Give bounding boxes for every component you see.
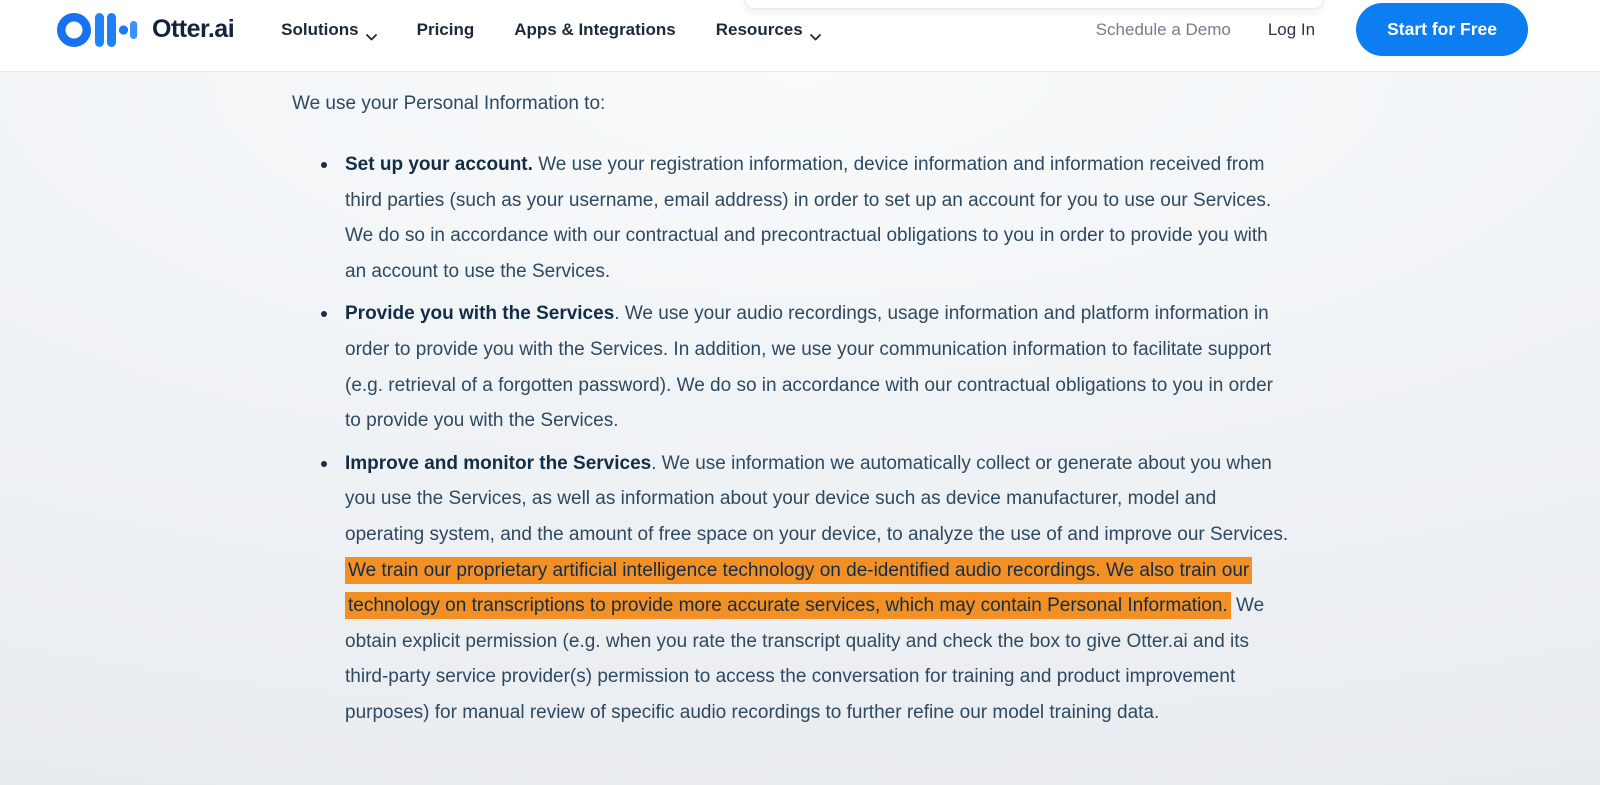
list-item [345, 147, 1291, 289]
list-item [345, 296, 1291, 438]
login-label: Log In [1267, 19, 1316, 39]
personal-information-uses-list [292, 147, 1292, 731]
otter-logo-wordmark: Otter.ai [152, 15, 235, 43]
schedule-demo-link[interactable] [1096, 20, 1231, 40]
start-for-free-button[interactable]: Start for Free [1356, 3, 1528, 56]
list-item-lead: Improve and monitor the Services [345, 452, 652, 474]
nav-item-pricing[interactable] [417, 20, 475, 40]
list-item-lead: Provide you with the Services [345, 303, 615, 325]
top-navbar [0, 0, 1600, 72]
otter-logo[interactable] [57, 11, 234, 49]
privacy-policy-content [0, 72, 1600, 785]
primary-nav [281, 20, 821, 40]
nav-item-apps-integrations-label: Apps & Integrations [514, 19, 676, 39]
secondary-nav [1096, 3, 1528, 56]
dropdown-panel-cutoff [744, 0, 1324, 9]
highlighted-text: We train our proprietary artificial intelligence technology on de-identified audio recordings. We also train our technology on transcriptions to provide more accurate services, which may contain Personal Information. [345, 557, 1252, 620]
list-item-lead: Set up your account. [345, 154, 533, 175]
otter-logo-icon [57, 11, 139, 49]
list-item-text: We obtain explicit permission (e.g. when you rate the transcript quality and check the box to give Otter.ai and its third-party service provider(s) permission to access the conversation for training and product improvement purposes) for manual review of specific audio recordings to further refine our model training data. [345, 595, 1265, 723]
nav-item-solutions-label: Solutions [281, 19, 359, 39]
schedule-demo-label: Schedule a Demo [1095, 19, 1231, 39]
nav-item-pricing-label: Pricing [416, 19, 475, 39]
list-item-text: . We use information we automatically collect or generate about you when you use the Services, as well as information about your device such as device manufacturer, model and operating system, and the amount of free space on your device, to analyze the use of and improve our Services. [345, 452, 1289, 545]
nav-item-resources[interactable] [716, 20, 821, 40]
nav-item-solutions[interactable] [281, 20, 376, 40]
list-item [345, 446, 1291, 731]
list-item-text: . We use your audio recordings, usage information and platform information in order to provide you with the Services. In addition, we use your communication information to facilitate support (e.g. retrieval of a forgotten password). We do so in accordance with our contractual obligations to you in order to provide you with the Services. [345, 303, 1273, 432]
chevron-down-icon [810, 26, 821, 33]
nav-item-resources-label: Resources [715, 19, 803, 39]
login-link[interactable] [1268, 20, 1315, 40]
nav-item-apps-integrations[interactable] [514, 20, 676, 40]
chevron-down-icon [366, 26, 377, 33]
section-intro-text: We use your Personal Information to: [292, 93, 606, 114]
list-item-text: We use your registration information, device information and information received from third parties (such as your username, email address) in order to set up an account for you to use our Services. We do so in accordance with our contractual and precontractual obligations to you in order to provide you with an account to use the Services. [345, 154, 1272, 282]
